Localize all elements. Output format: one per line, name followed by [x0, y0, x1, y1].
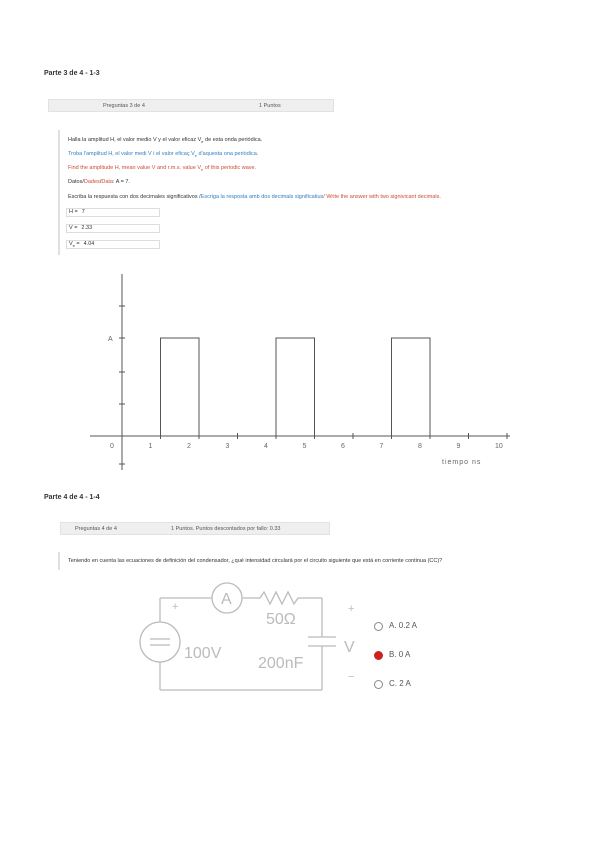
statement-es: Halla la amplitud H, el valor medio V y el valor eficaz $V_e$ de esta onda periódica.	[68, 137, 263, 145]
question-bar-4	[60, 522, 330, 535]
x-tick-label: 8	[418, 443, 422, 450]
part4-title: Parte 4 de 4 - 1-4	[44, 494, 100, 501]
x-axis-label: tiempo ns	[442, 459, 482, 466]
x-tick-label: 0	[110, 443, 114, 450]
question-points: 1 Puntos	[259, 103, 281, 109]
x-tick-label: 10	[495, 443, 503, 450]
option-a-radio[interactable]	[374, 622, 383, 631]
question-box-3	[58, 130, 560, 255]
question-number: Preguntas 4 de 4	[75, 526, 117, 532]
waveform-chart	[80, 268, 520, 488]
resistor-label: 50Ω	[266, 611, 296, 628]
voltmeter-label: V	[344, 639, 355, 656]
x-tick-label: 2	[187, 443, 191, 450]
x-tick-label: 3	[225, 443, 230, 450]
pulse	[276, 338, 315, 436]
question-number: Preguntas 3 de 4	[103, 103, 145, 109]
answer-h-field[interactable]: H = 7	[66, 208, 160, 217]
option-b-label[interactable]: B. 0 A	[389, 650, 411, 659]
y-tick-label: A	[108, 336, 113, 343]
x-tick-label: 4	[264, 443, 268, 450]
question-bar-3	[48, 99, 334, 112]
statement-ca: Troba l'amplitud H, el valor medi V i el valor eficaç $V_e$ d'aquesta ona periòdica.	[68, 151, 259, 159]
x-tick-label: 7	[379, 443, 384, 450]
option-c-radio[interactable]	[374, 680, 383, 689]
ammeter-label: A	[221, 591, 232, 608]
option-a-label[interactable]: A. 0.2 A	[389, 621, 418, 630]
x-tick-label: 5	[302, 443, 307, 450]
instruction-line: Escriba la respuesta con dos decimales significativos /Escriga la resposta amb dos decimals significatius/ Write the answer with two signivicant decimals.	[68, 194, 441, 200]
minus-sign: −	[348, 671, 355, 683]
option-b-radio[interactable]	[374, 651, 383, 660]
answer-v-field[interactable]: V = 2.33	[66, 224, 160, 233]
question-points: 1 Puntos. Puntos descontados por fallo: 0.33	[171, 526, 281, 532]
circuit-diagram	[130, 580, 370, 695]
option-c-label[interactable]: C. 2 A	[389, 679, 411, 688]
source-label: 100V	[184, 645, 222, 662]
question-text: Teniendo en cuenta las ecuaciones de definición del condensador, ¿qué intensidad circulará por el circuito siguiente que está en corriente continua (CC)?	[68, 558, 443, 564]
x-tick-label: 9	[456, 443, 461, 450]
x-tick-label: 6	[341, 443, 345, 450]
part3-title: Parte 3 de 4 - 1-3	[44, 70, 100, 77]
pulse	[161, 338, 200, 436]
pulse	[392, 338, 431, 436]
statement-en: Find the amplitude H, mean value V and r.m.s. value $V_e$ of this periodic wave.	[68, 165, 257, 173]
answer-ve-field[interactable]: $V_e = 4.04$	[66, 240, 160, 249]
plus-sign: +	[348, 603, 355, 615]
plus-sign: +	[172, 601, 179, 613]
data-line: Datos/Dades/Data: A = 7.	[68, 179, 130, 185]
x-tick-label: 1	[148, 443, 153, 450]
capacitor-label: 200nF	[258, 655, 304, 672]
